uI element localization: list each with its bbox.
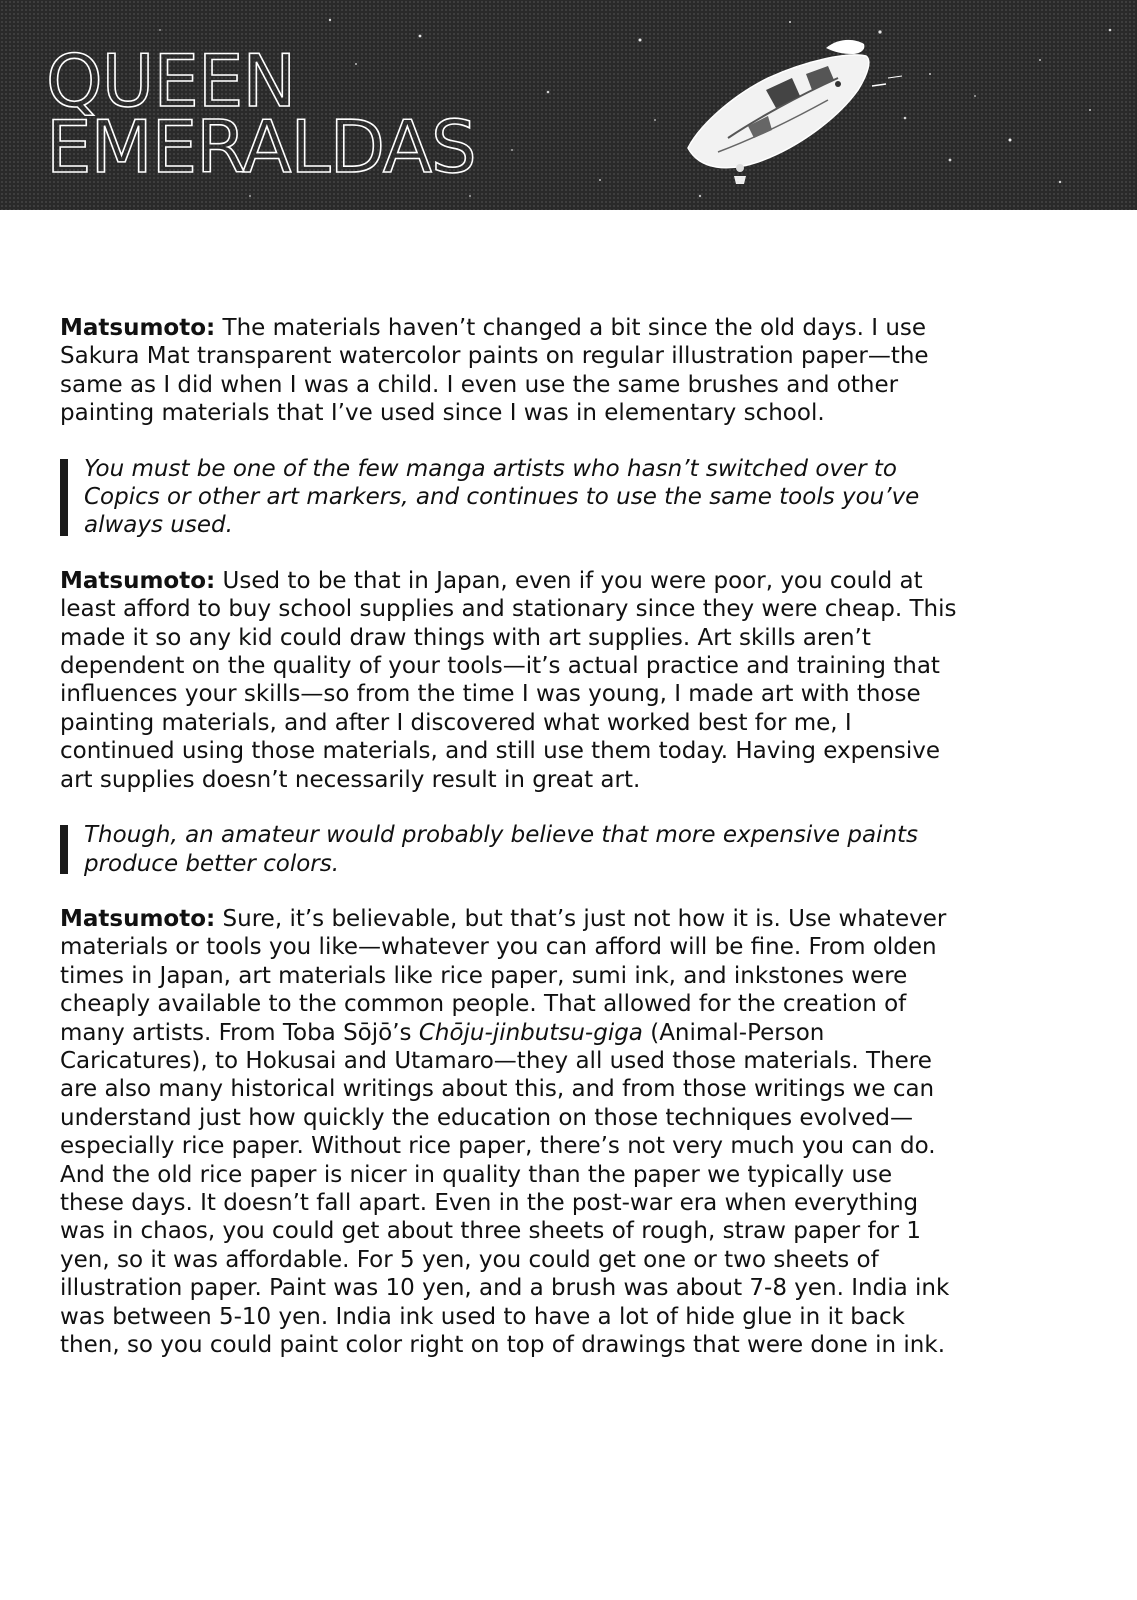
artwork-title: Chōju-jinbutsu-giga [418, 1019, 643, 1046]
question-paragraph-1 [60, 455, 960, 540]
title-line-2: EMERALDAS [46, 105, 476, 189]
speaker-label: Matsumoto: [60, 315, 216, 341]
answer-text-part-2: (Animal-Person Caricatures), to Hokusai and Utamaro—they all used those materials. There are also many historical writings about this, and from those writings we can understand just how quickly the education on those techniques evolved—especially rice paper. Without rice paper, there’s not very much you can do. And the old rice paper is nicer in quality than the paper we typically use these days. It doesn’t fall apart. Even in the post-war era when everything was in chaos, you could get about three sheets of rough, straw paper for 1 yen, so it was affordable. For 5 yen, you could get one or two sheets of illustration paper. Paint was 10 yen, and a brush was about 7-8 yen. India ink was between 5-10 yen. India ink used to have a lot of hide glue in it back then, so you could paint color right on top of drawings that were done in ink. [60, 1019, 950, 1358]
answer-text: Used to be that in Japan, even if you were poor, you could at least afford to buy school supplies and stationary since they were cheap. This made it so any kid could draw things with art supplies. Art skills aren’t dependent on the quality of your tools—it’s actual practice and training that influences your skills—so from the time I was young, I made art with those painting materials, and after I discovered what worked best for me, I continued using those materials, and still use them today. Having expensive art supplies doesn’t necessarily result in great art. [60, 567, 957, 793]
quote-bar [60, 459, 68, 536]
answer-paragraph-1 [60, 314, 960, 428]
answer-paragraph-3 [60, 905, 960, 1360]
question-paragraph-2 [60, 821, 960, 878]
page-title [46, 39, 476, 189]
spaceship-illustration [688, 40, 902, 184]
quote-bar [60, 825, 68, 874]
answer-text-part-1: Sure, it’s believable, but that’s just not how it is. Use whatever materials or tools you like—whatever you can afford will be fine. From olden times in Japan, art materials like rice paper, sumi ink, and inkstones were cheaply available to the common people. That allowed for the creation of many artists. From Toba Sōjō’s [60, 905, 947, 1046]
question-text: You must be one of the few manga artists who hasn’t switched over to Copics or other art markers, and continues to use the same tools you’ve always used. [84, 455, 920, 539]
interview-body [60, 314, 960, 1386]
answer-text: The materials haven’t changed a bit since the old days. I use Sakura Mat transparent watercolor paints on regular illustration paper—the same as I did when I was a child. I even use the same brushes and other painting materials that I’ve used since I was in elementary school. [60, 315, 929, 427]
speaker-label: Matsumoto: [60, 905, 216, 932]
header-banner [0, 0, 1137, 210]
speaker-label: Matsumoto: [60, 567, 216, 594]
question-text: Though, an amateur would probably believe that more expensive paints produce better colors. [84, 822, 919, 877]
title-line-1: QUEEN [46, 39, 296, 123]
answer-paragraph-2 [60, 567, 960, 794]
